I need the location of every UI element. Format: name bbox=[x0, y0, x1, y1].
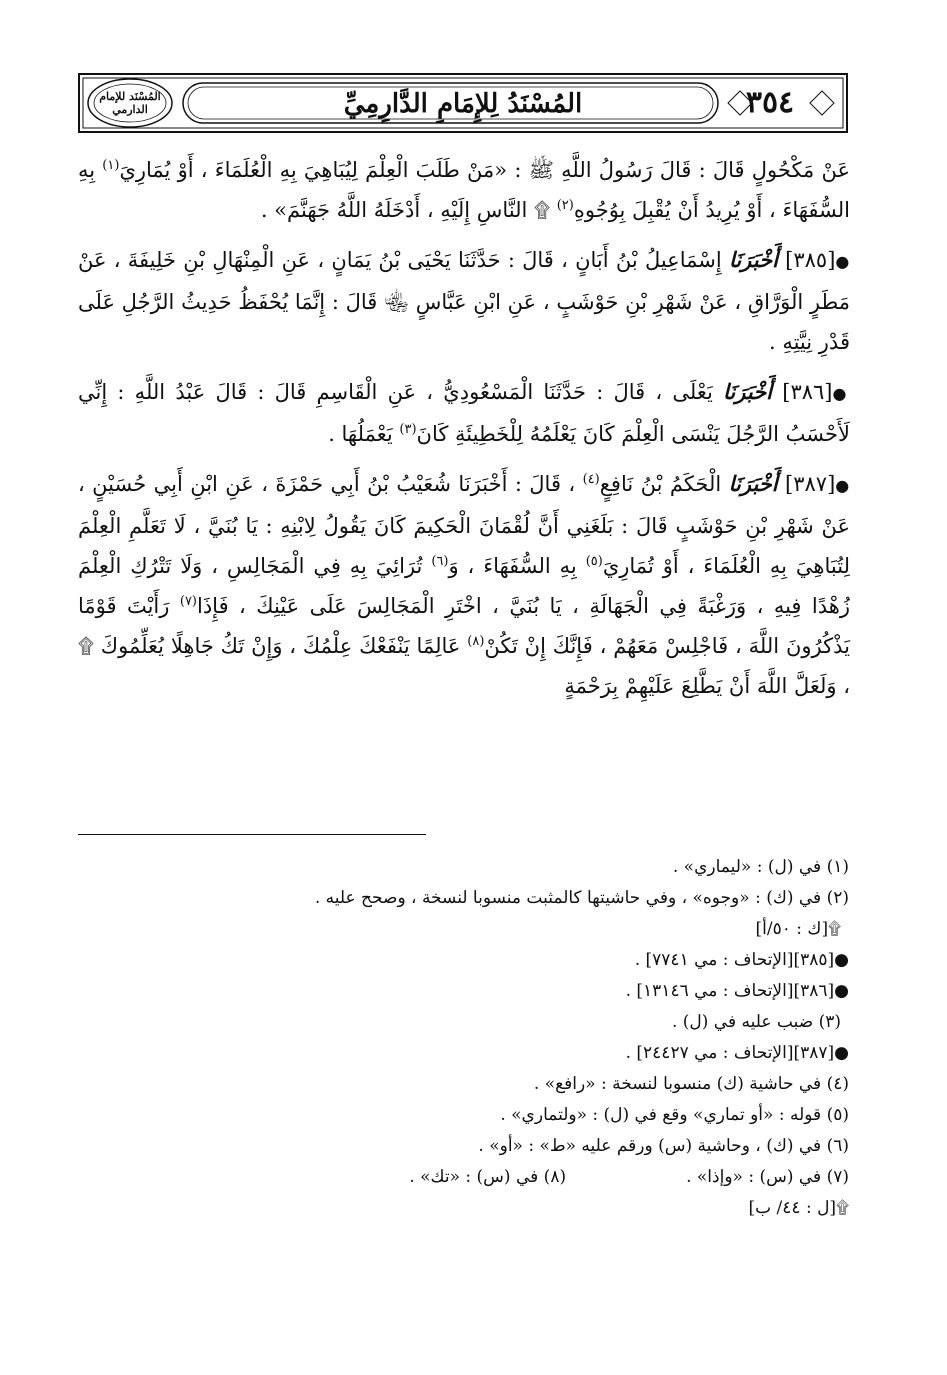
hadith-text-end: يَعْمَلُهَا . bbox=[328, 422, 393, 446]
bullet-icon: ● bbox=[834, 1043, 849, 1063]
footnote-ref-6: (٦) bbox=[431, 554, 449, 569]
hadith-text: رَأَيْتَ قَوْمًا يَذْكُرُونَ اللَّهَ ، فَاجْلِسْ مَعَهُمْ ، فَإِنَّكَ إِنْ تَكُنْ bbox=[78, 594, 850, 658]
bullet-icon: ● bbox=[832, 384, 850, 403]
footnote-ref-5: (٥) bbox=[585, 554, 603, 569]
page-header bbox=[78, 73, 848, 133]
manuscript-marker: ۩[ل : ٤٤/ ب] bbox=[748, 1198, 849, 1218]
hadith-number: [٣٨٧] bbox=[785, 472, 836, 496]
hadith-number: [٣٨٥] bbox=[785, 248, 836, 272]
intro-line-3: ۩ النَّاسِ إِلَيْهِ ، أَدْخَلَهُ اللَّهُ جَهَنَّمَ» . bbox=[260, 198, 551, 222]
hadith-text: عَالِمًا يَنْفَعْكَ عِلْمُكَ ، وَإِنْ تَكُ جَاهِلًا يُعَلِّمُوكَ ۩ ، وَلَعَلَّ اللَّهَ أَنْ يَطَّلِعَ عَلَيْهِمْ بِرَحْمَةٍ bbox=[78, 634, 850, 698]
hadith-text: بِهِ السُّفَهَاءَ ، وَ bbox=[448, 554, 577, 578]
footnote-8: (٨) في (س) : «تك» . bbox=[409, 1167, 567, 1187]
takhrij-text: [٣٨٥][الإتحاف : مي ٧٧٤١] . bbox=[634, 950, 835, 970]
footnote-ref-2: (٢) bbox=[556, 198, 574, 213]
footnote-2: (٢) في (ك) : «وجوه» ، وفي حاشيتها كالمثبت منسوبا لنسخة ، وصحح عليه . bbox=[314, 888, 849, 908]
hadith-text: ، قَالَ : أَخْبَرَنَا شُعَيْبُ بْنُ أَبِي حَمْزَةَ ، عَنِ ابْنِ أَبِي حُسَيْنٍ ، عَنْ شَهْرِ بْنِ حَوْشَبٍ قَالَ : بَلَغَنِي أَنَّ لُقْمَانَ الْحَكِيمَ كَانَ يَقُولُ لِابْنِهِ : يَا بُنَيَّ ، لَا تَعَلَّمِ الْعِلْمَ لِتُبَاهِيَ بِهِ الْعُلَمَاءَ ، أَوْ تُمَارِيَ bbox=[78, 472, 850, 578]
footnotes bbox=[99, 852, 849, 1224]
hadith-number: [٣٨٦] bbox=[782, 380, 833, 404]
hadith-386 bbox=[78, 372, 850, 454]
takhrij-386 bbox=[99, 976, 849, 1007]
bullet-icon: ● bbox=[834, 950, 849, 970]
hadith-385 bbox=[78, 240, 850, 362]
footnote-ref-1: (١) bbox=[102, 158, 120, 173]
footnote-4: (٤) في حاشية (ك) منسوبا لنسخة : «رافع» . bbox=[533, 1074, 849, 1094]
bullet-icon: ● bbox=[835, 252, 850, 271]
footnote-divider bbox=[78, 834, 426, 835]
footnote-ref-7: (٧) bbox=[179, 594, 197, 609]
akhbarana-word: أَخْبَرَنَا bbox=[723, 379, 773, 404]
manuscript-marker: ۩[ك : ٥٠/أ] bbox=[755, 919, 841, 939]
takhrij-text: [٣٨٧][الإتحاف : مي ٢٤٤٢٧] . bbox=[625, 1043, 835, 1063]
page-number: ٣٥٤ bbox=[745, 85, 795, 120]
hadith-text: تُرَائِيَ بِهِ فِي الْمَجَالِسِ ، وَلَا تَتْرُكِ الْعِلْمَ زُهْدًا فِيهِ ، وَرَغْبَةً فِي الْجَهَالَةِ ، يَا بُنَيَّ ، اخْتَرِ الْمَجَالِسَ عَلَى عَيْنِكَ ، فَإِذَا bbox=[78, 554, 850, 618]
footnote-pair bbox=[99, 1162, 849, 1193]
intro-line-2: بِهِ السُّفَهَاءَ ، أَوْ يُرِيدُ أَنْ يُقْبِلَ بِوُجُوهِ bbox=[78, 158, 850, 222]
hadith-387 bbox=[78, 464, 850, 706]
bullet-icon: ● bbox=[834, 981, 849, 1001]
book-emblem: المُسْنَد للإمام الدارمي bbox=[99, 90, 161, 116]
footnote-3: (٣) ضبب عليه في (ل) . bbox=[671, 1012, 841, 1032]
book-title: المُسْنَدُ لِلإِمَامِ الدَّارِمِيِّ bbox=[343, 89, 583, 119]
akhbarana-word: أَخْبَرَنَا bbox=[728, 247, 778, 272]
intro-paragraph bbox=[78, 150, 850, 230]
footnote-7: (٧) في (س) : «وإذا» . bbox=[686, 1167, 849, 1187]
footnote-ref-8: (٨) bbox=[467, 634, 485, 649]
takhrij-text: [٣٨٦][الإتحاف : مي ١٣١٤٦] . bbox=[625, 981, 835, 1001]
hadith-text: يَعْلَى ، قَالَ : حَدَّثَنَا الْمَسْعُودِيُّ ، عَنِ الْقَاسِمِ قَالَ : قَالَ عَبْدُ اللَّهِ : إِنِّي لَأَحْسَبُ الرَّجُلَ يَنْسَى الْعِلْمَ كَانَ يَعْلَمُهُ لِلْخَطِيئَةِ كَانَ bbox=[78, 380, 850, 446]
footnote-ref-3: (٣) bbox=[399, 422, 417, 437]
footnote-1: (١) في (ل) : «ليماري» . bbox=[672, 857, 849, 877]
hadith-text: الْحَكَمُ بْنُ نَافِعٍ bbox=[599, 472, 722, 496]
footnote-ref-4: (٤) bbox=[582, 472, 600, 487]
hadith-text: إِسْمَاعِيلُ بْنُ أَبَانٍ ، قَالَ : حَدَّثَنَا يَحْيَى بْنُ يَمَانٍ ، عَنِ الْمِنْهَالِ بْنِ خَلِيفَةَ ، عَنْ مَطَرٍ الْوَرَّاقِ ، عَنْ شَهْرِ بْنِ حَوْشَبٍ ، عَنِ ابْنِ عَبَّاسٍ ﵄ قَالَ : إِنَّمَا يُحْفَظُ حَدِيثُ الرَّجُلِ عَلَى قَدْرِ نِيَّتِهِ . bbox=[78, 248, 850, 354]
takhrij-385 bbox=[99, 945, 849, 976]
bullet-icon: ● bbox=[835, 476, 850, 495]
takhrij-387 bbox=[99, 1038, 849, 1069]
akhbarana-word: أَخْبَرَنَا bbox=[728, 471, 778, 496]
footnote-5: (٥) قوله : «أو تماري» وقع في (ل) : «ولتماري» . bbox=[500, 1105, 849, 1125]
footnote-6: (٦) في (ك) ، وحاشية (س) ورقم عليه «ط» : «أو» . bbox=[478, 1136, 849, 1156]
main-text bbox=[78, 150, 850, 716]
intro-line-1: عَنْ مَكْحُولٍ قَالَ : قَالَ رَسُولُ اللَّهِ ﷺ : «مَنْ طَلَبَ الْعِلْمَ لِيُبَاهِيَ بِهِ الْعُلَمَاءَ ، أَوْ يُمَارِيَ bbox=[119, 158, 850, 182]
